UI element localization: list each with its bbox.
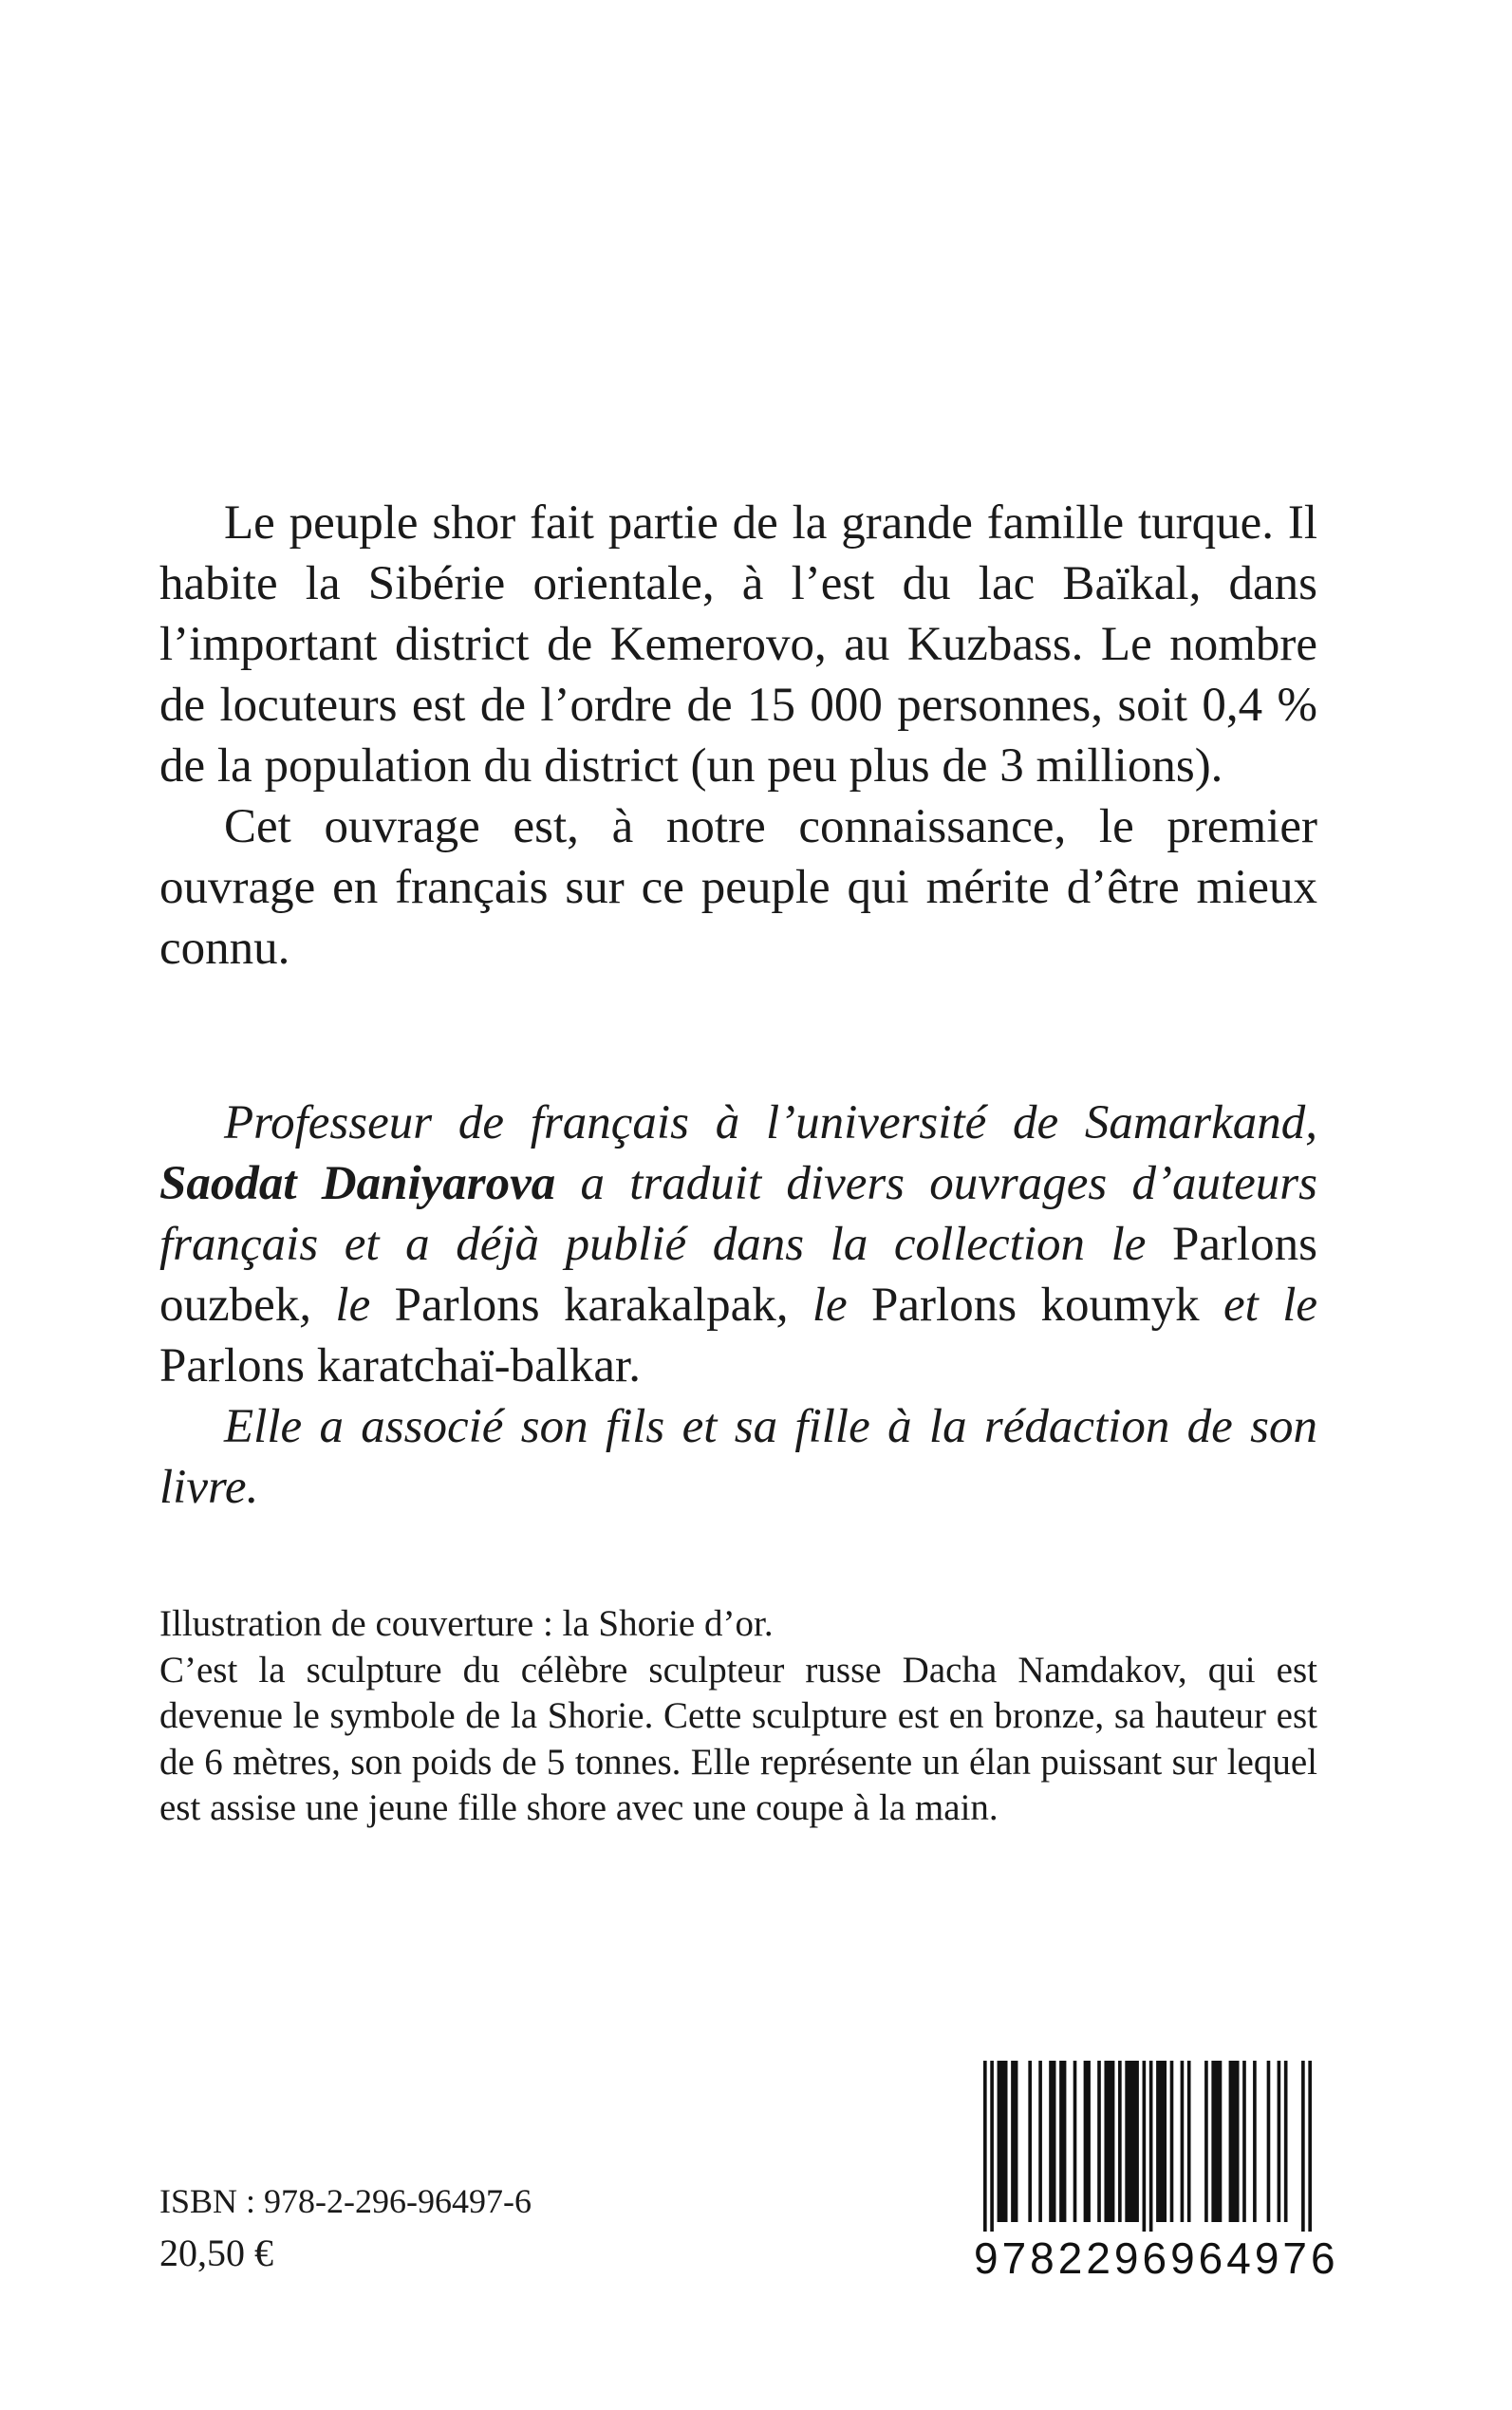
barcode-bar: [1104, 2061, 1114, 2222]
list-conjunction: et: [1199, 1279, 1283, 1332]
book-title-ouzbek: Parlons ouzbek: [159, 1218, 1318, 1332]
author-bio-text: a traduit divers ouvrages d’auteurs français et a déjà publié dans la collection: [159, 1157, 1317, 1271]
barcode-bar: [1242, 2061, 1246, 2222]
barcode-bar: [1125, 2061, 1139, 2222]
barcode-bar: [1253, 2061, 1257, 2222]
barcode-bar: [1038, 2061, 1042, 2222]
isbn-number: ISBN : 978-2-296-96497-6: [159, 2182, 532, 2220]
author-bio-paragraph: [159, 1093, 1317, 1396]
barcode-bar: [998, 2061, 1008, 2222]
barcode-bar: [1278, 2061, 1281, 2222]
illustration-heading: Illustration de couverture : la Shorie d’or.: [159, 1603, 774, 1644]
barcode-bar: [1156, 2061, 1167, 2222]
barcode-bar: [1149, 2061, 1153, 2232]
barcode-bar: [1097, 2061, 1101, 2222]
summary-paragraph-1: Le peuple shor fait partie de la grande famille turque. Il habite la Sibérie orientale, à l’est du lac Baïkal, dans l’important district de Kemerovo, au Kuzbass. Le nombre de locuteurs est de l’ordre de 15 000 personnes, soit 0,4 % de la population du district (un peu plus de 3 millions).: [159, 496, 1317, 793]
collection-article: le: [812, 1279, 848, 1332]
book-title-koumyk: Parlons koumyk: [847, 1279, 1200, 1332]
barcode-bar: [1181, 2061, 1185, 2222]
sentence-period: .: [628, 1339, 641, 1392]
collection-article: le: [335, 1279, 371, 1332]
summary-paragraph-2: Cet ouvrage est, à notre connaissance, le premier ouvrage en français sur ce peuple qui mérite d’être mieux connu.: [159, 800, 1317, 975]
author-name: Saodat Daniyarova: [159, 1157, 556, 1210]
barcode-bar: [1170, 2061, 1174, 2222]
barcode-bar: [1204, 2061, 1208, 2222]
author-bio-intro: Professeur de français à l’université de Samarkand,: [224, 1096, 1317, 1149]
barcode-bar: [1267, 2061, 1271, 2222]
illustration-description: C’est la sculpture du célèbre sculpteur russe Dacha Namdakov, qui est devenue le symbole de la Shorie. Cette sculpture est en bronze, sa hauteur est de 6 mètres, son poids de 5 tonnes. Elle représente un élan puissant sur lequel est assise une jeune fille shore avec une coupe à la main.: [159, 1649, 1317, 1829]
barcode-bars: [983, 2061, 1312, 2232]
price: 20,50 €: [159, 2232, 273, 2274]
book-title-karakalpak: Parlons karakalpak: [370, 1279, 776, 1332]
collection-article: le: [1282, 1279, 1318, 1332]
barcode-bar: [1143, 2061, 1147, 2232]
barcode-bar: [1229, 2061, 1240, 2222]
barcode-digits: 9782296964976: [974, 2233, 1339, 2283]
barcode-bar: [1028, 2061, 1032, 2222]
back-cover-summary: [159, 493, 1317, 979]
isbn-barcode: [974, 2057, 1339, 2288]
barcode-bar: [1059, 2061, 1066, 2222]
list-separator: ,: [299, 1279, 336, 1332]
barcode-bar: [1073, 2061, 1077, 2222]
barcode-bar: [1211, 2061, 1222, 2222]
book-title-karatchai-balkar: Parlons karatchaï-balkar: [159, 1339, 629, 1392]
barcode-bar: [1011, 2061, 1017, 2222]
collection-article: le: [1111, 1218, 1147, 1271]
barcode-bar: [1308, 2061, 1312, 2232]
author-biography: [159, 1093, 1317, 1518]
barcode-bar: [1049, 2061, 1055, 2222]
barcode-bar: [1187, 2061, 1191, 2222]
list-separator: ,: [775, 1279, 812, 1332]
barcode-bar: [1118, 2061, 1122, 2222]
barcode-bar: [1301, 2061, 1305, 2232]
barcode-bar: [983, 2061, 987, 2232]
cover-illustration-note: [159, 1601, 1317, 1832]
author-bio-closing: Elle a associé son fils et sa fille à la rédaction de son livre.: [159, 1400, 1317, 1514]
barcode-bar: [1084, 2061, 1091, 2222]
barcode-bar: [990, 2061, 994, 2232]
barcode-bar: [1284, 2061, 1288, 2222]
